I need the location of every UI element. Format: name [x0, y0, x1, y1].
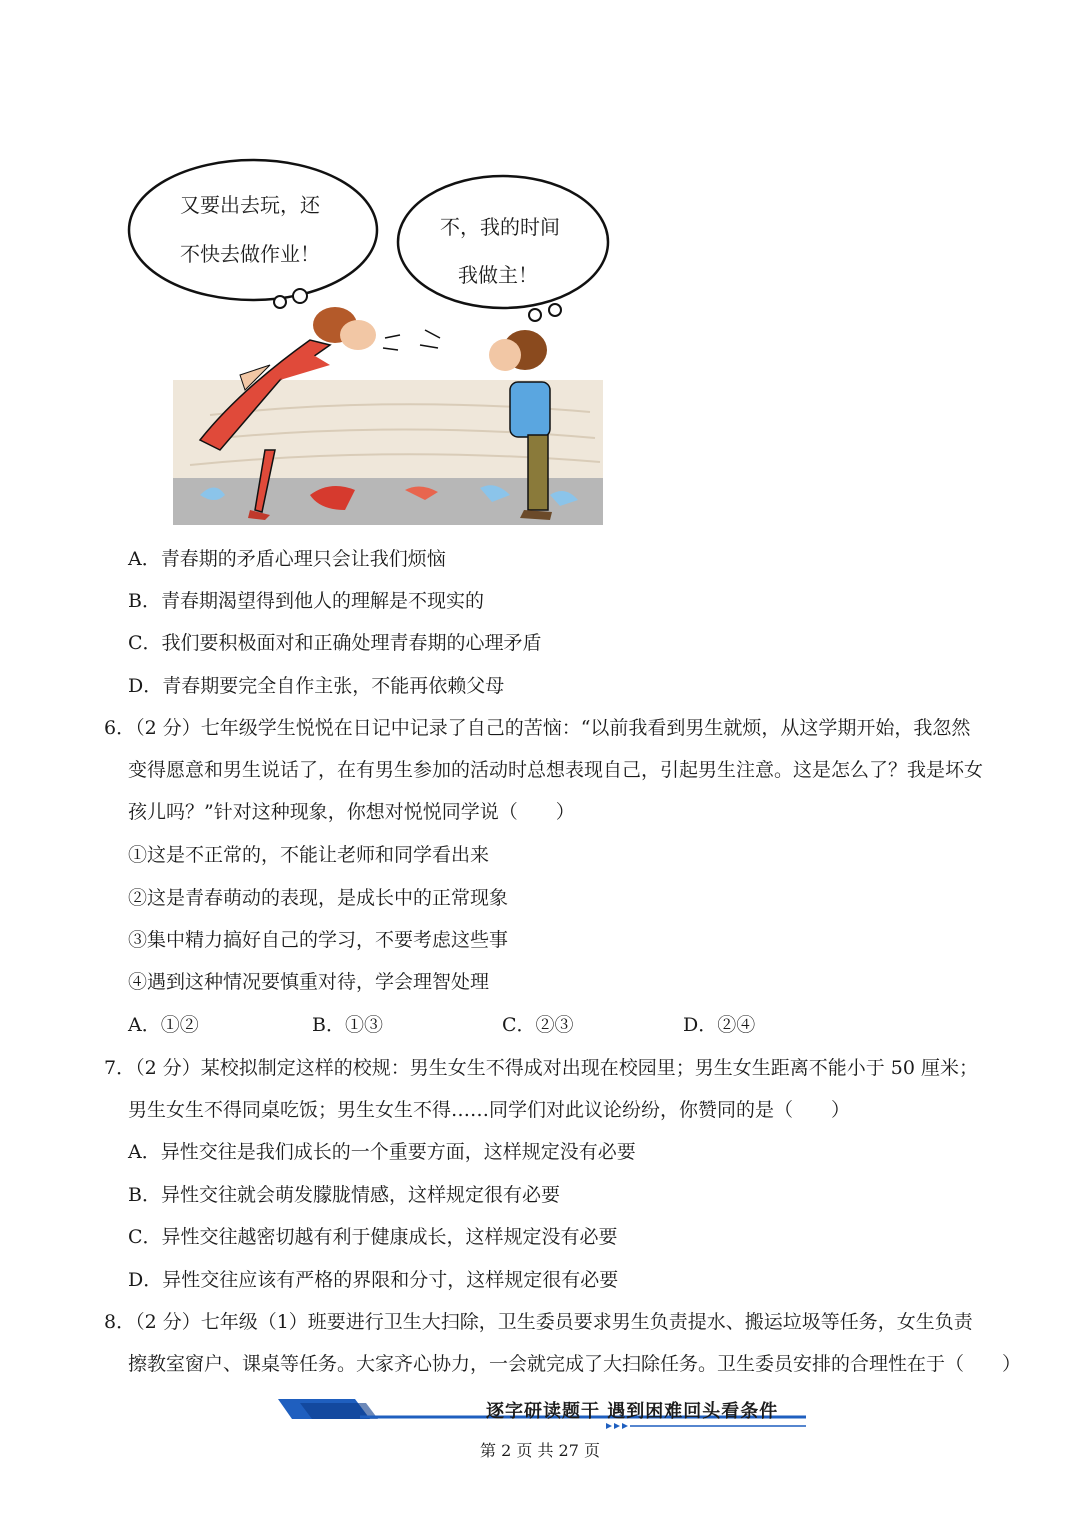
- option-text: 青春期的矛盾心理只会让我们烦恼: [160, 548, 446, 570]
- q6-choices: [0, 1011, 1080, 1039]
- q7-option-c: C．异性交往越密切越有利于健康成长，这样规定没有必要: [128, 1226, 618, 1248]
- option-letter: B．: [128, 590, 161, 612]
- bubble-left-line-2: 不快去做作业！: [180, 242, 320, 266]
- q5-option-d: [128, 672, 504, 700]
- q6-choice-c: C．②③: [502, 1014, 574, 1036]
- q7-stem-line-1: 7．（2 分）某校拟制定这样的校规：男生女生不得成对出现在校园里；男生女生距离不能小于 50 厘米；: [104, 1057, 978, 1079]
- bubble-left-line-1: 又要出去玩，还: [180, 193, 320, 217]
- q6-choice-b: B．①③: [312, 1014, 383, 1036]
- q6-statement-3: ③集中精力搞好自己的学习，不要考虑这些事: [128, 929, 509, 951]
- q5-option-b: [128, 587, 484, 615]
- bubble-right-line-2: 我做主！: [458, 263, 538, 287]
- bubble-right-line-1: 不，我的时间: [440, 215, 560, 239]
- q5-option-c: [128, 629, 542, 657]
- q7-option-a: A．异性交往是我们成长的一个重要方面，这样规定没有必要: [128, 1141, 636, 1163]
- option-text: 青春期要完全自作主张，不能再依赖父母: [162, 675, 505, 697]
- q8-stem-line-2: 擦教室窗户、课桌等任务。大家齐心协力，一会就完成了大扫除任务。卫生委员安排的合理性在于（ ）: [128, 1353, 1022, 1375]
- option-text: 我们要积极面对和正确处理青春期的心理矛盾: [161, 632, 542, 654]
- option-letter: A．: [128, 548, 161, 570]
- q6-statement-2: ②这是青春萌动的表现，是成长中的正常现象: [128, 887, 509, 909]
- q6-statement-1: ①这是不正常的，不能让老师和同学看出来: [128, 844, 490, 866]
- q6-stem-line-2: 变得愿意和男生说话了，在有男生参加的活动时总想表现自己，引起男生注意。这是怎么了？我是坏女: [128, 759, 984, 781]
- q7-option-d: D．异性交往应该有严格的界限和分寸，这样规定很有必要: [128, 1269, 619, 1291]
- q5-option-a: [128, 545, 446, 573]
- option-letter: C．: [128, 632, 162, 654]
- q6-choice-a: A．①②: [128, 1014, 199, 1036]
- q6-choice-d: D．②④: [683, 1014, 756, 1036]
- footer-slogan: 逐字研读题干 遇到困难回头看条件: [486, 1401, 779, 1422]
- q7-stem-line-2: 男生女生不得同桌吃饭；男生女生不得……同学们对此议论纷纷，你赞同的是（ ）: [128, 1099, 851, 1121]
- q6-stem-line-3: 孩儿吗？”针对这种现象，你想对悦悦同学说（ ）: [128, 801, 575, 823]
- q7-option-b: B．异性交往就会萌发朦胧情感，这样规定很有必要: [128, 1184, 560, 1206]
- q8-stem-line-1: 8．（2 分）七年级（1）班要进行卫生大扫除，卫生委员要求男生负责提水、搬运垃圾等任务，女生负责: [104, 1311, 973, 1333]
- q6-stem-line-1: 6．（2 分）七年级学生悦悦在日记中记录了自己的苦恼：“以前我看到男生就烦，从这学期开始，我忽然: [104, 717, 971, 739]
- q6-statement-4: ④遇到这种情况要慎重对待，学会理智处理: [128, 971, 490, 993]
- page-number: 第 2 页 共 27 页: [480, 1441, 600, 1460]
- option-text: 青春期渴望得到他人的理解是不现实的: [160, 590, 484, 612]
- option-letter: D．: [128, 675, 163, 697]
